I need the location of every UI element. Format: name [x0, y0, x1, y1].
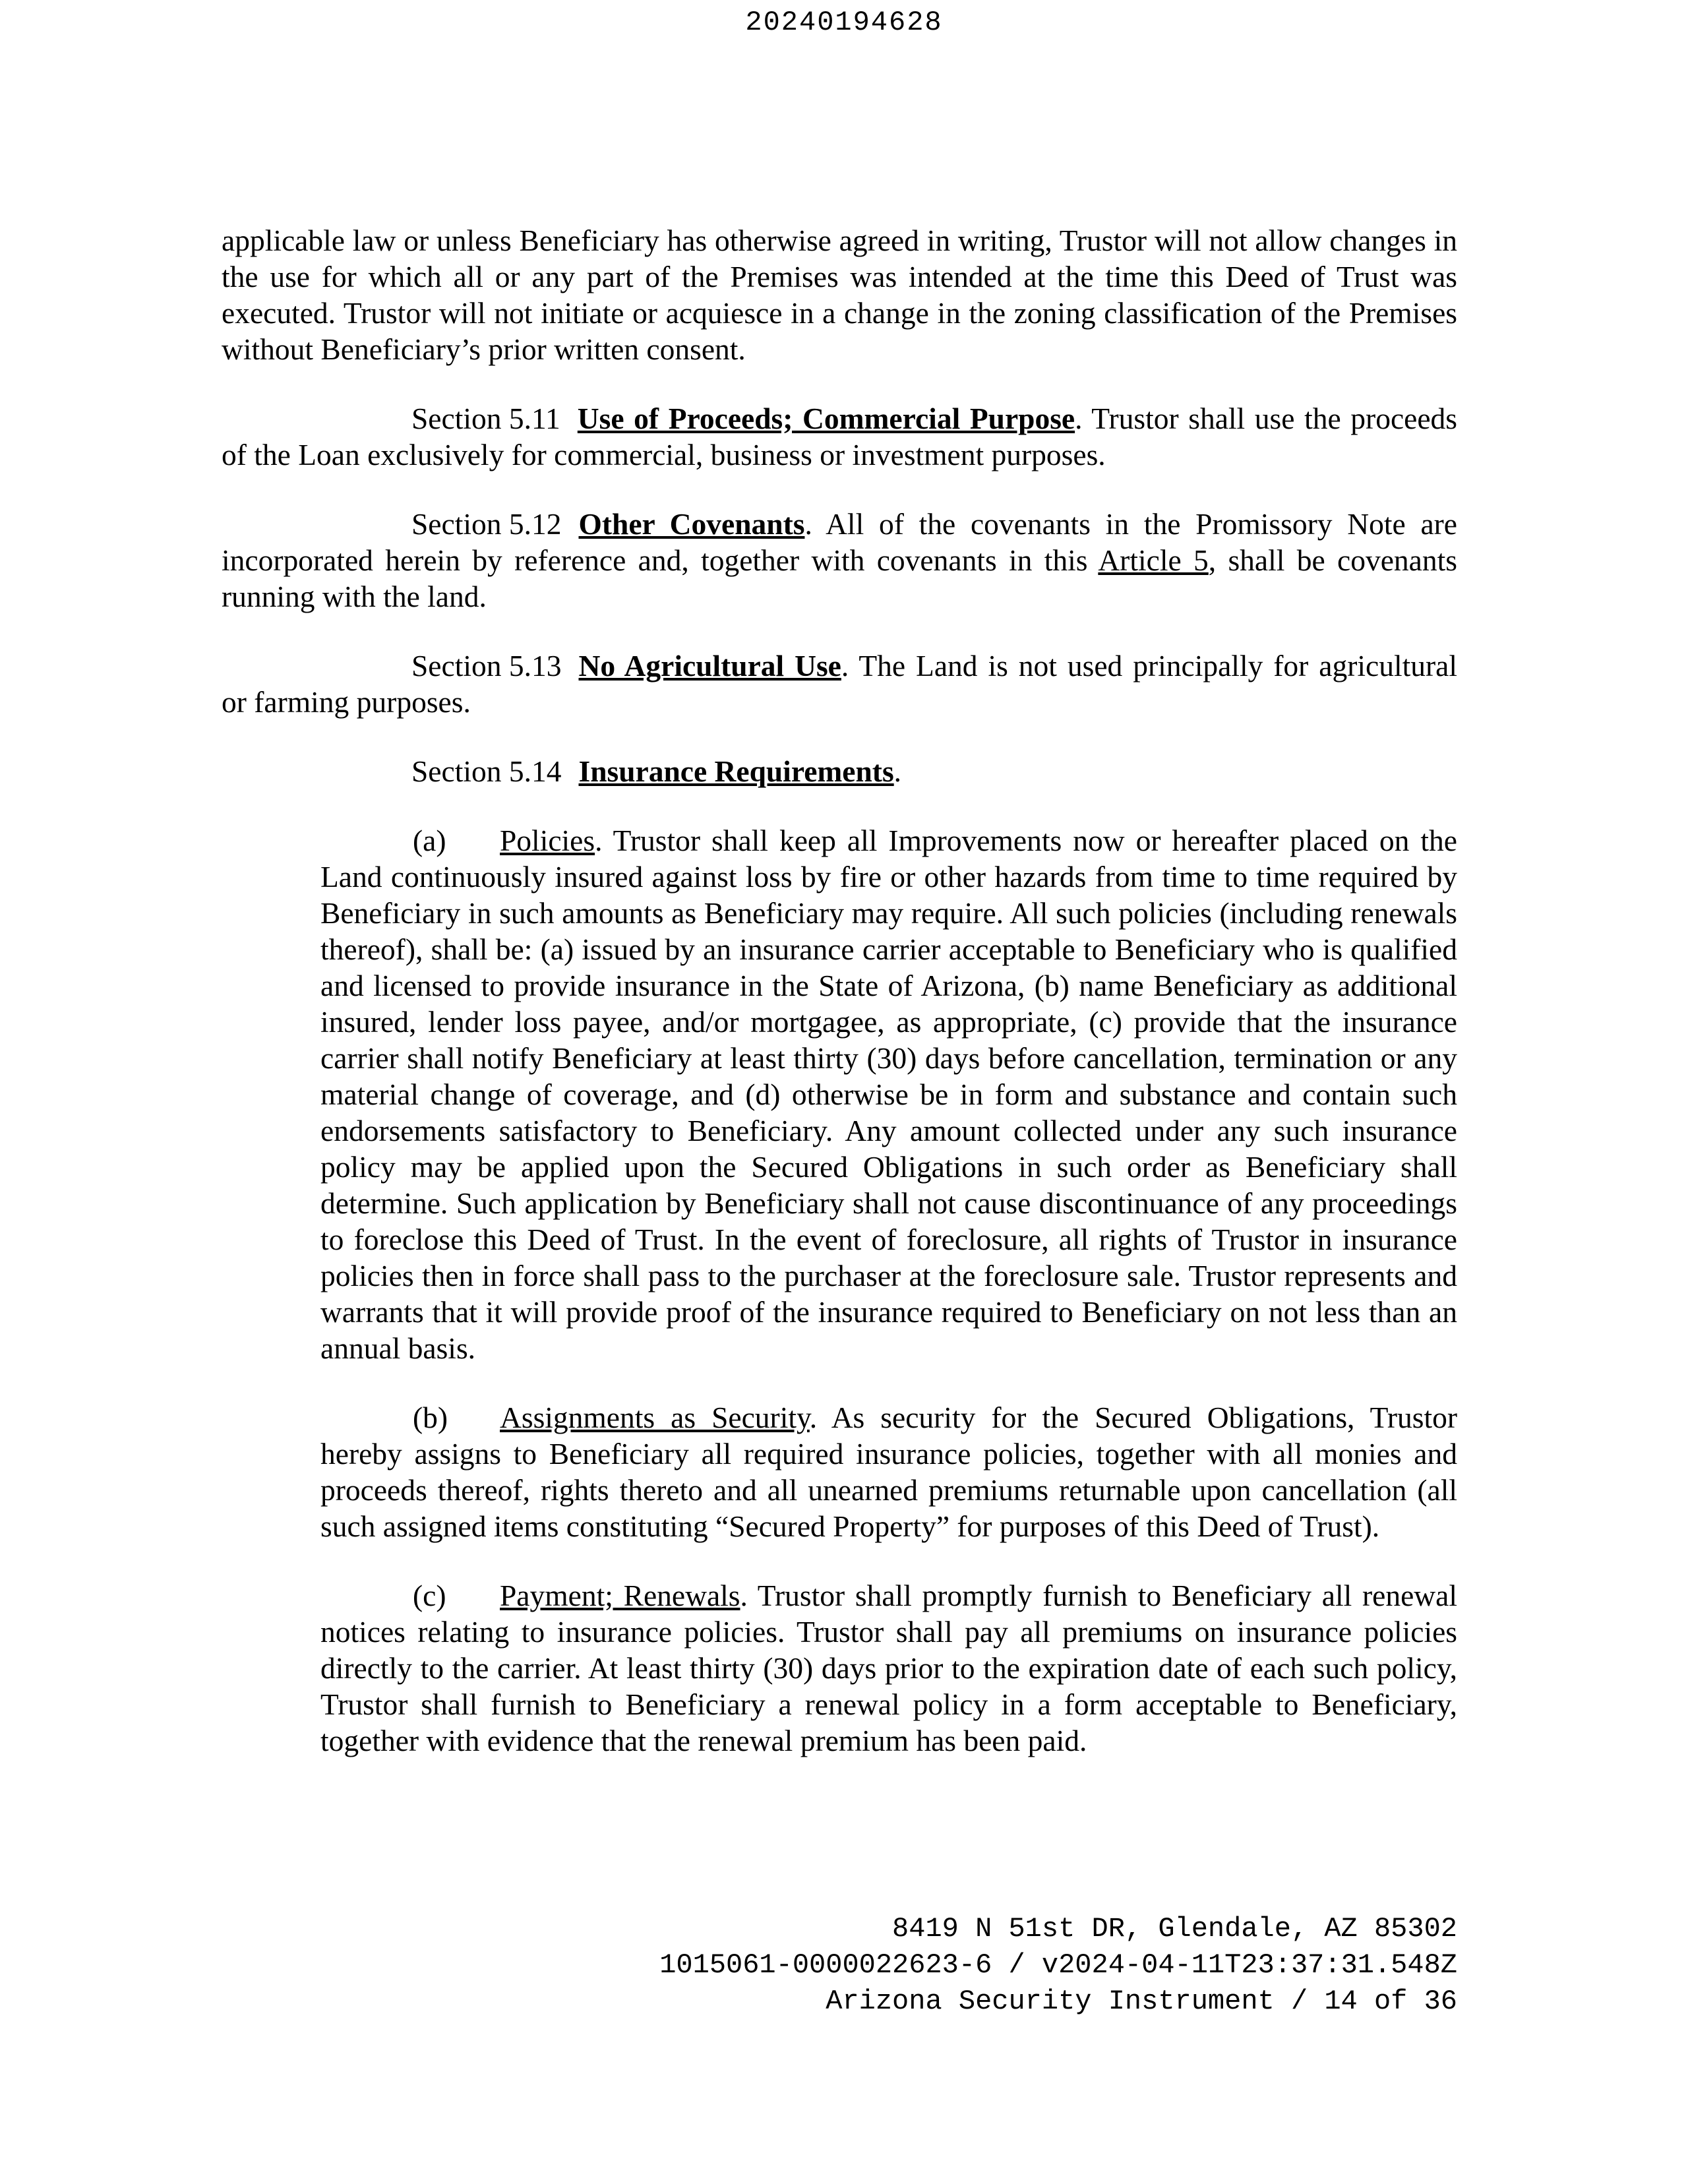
section-text: . Trustor shall use the proceeds of the Loan exclusively for commercial, business or investment purposes. — [222, 402, 1457, 471]
continuation-paragraph: applicable law or unless Beneficiary has otherwise agreed in writing, Trustor will not allow changes in the use for which all or any part of the Premises was intended at the time this Deed of Trust was executed. Trustor will not initiate or acquiesce in a change in the zoning classification of the Premises without Beneficiary’s prior written consent. — [222, 224, 1457, 366]
section-text: . The Land is not used principally for agricultural or farming purposes. — [222, 649, 1457, 719]
section-number: Section 5.13 — [411, 649, 562, 682]
section-number: Section 5.14 — [411, 754, 562, 788]
section-number: Section 5.11 — [411, 402, 560, 435]
section-5-11 — [222, 400, 1457, 473]
property-address: 8419 N 51st DR, Glendale, AZ 85302 — [892, 1913, 1457, 1945]
loan-identifier: 1015061-0000022623-6 / v2024-04-11T23:37:31.548Z — [659, 1949, 1457, 1981]
subsection-label: (a) — [413, 824, 446, 857]
section-text: , shall be covenants running with the land. — [222, 543, 1457, 613]
section-heading: No Agricultural Use — [578, 649, 841, 682]
section-5-12 — [222, 506, 1457, 615]
subsection-text: . Trustor shall keep all Improvements now or hereafter placed on the Land continuously insured against loss by fire or other hazards from time to time required by Beneficiary in such amounts as Beneficiary may require. All such policies (including renewals thereof), shall be: (a) issued by an insurance carrier acceptable to Beneficiary who is qualified and licensed to provide insurance in the State of Arizona, (b) name Beneficiary as additional insured, lender loss payee, and/or mortgagee, as appropriate, (c) provide that the insurance carrier shall notify Beneficiary at least thirty (30) days before cancellation, termination or any material change of coverage, and (d) otherwise be in form and substance and contain such endorsements satisfactory to Beneficiary. Any amount collected under any such insurance policy may be applied upon the Secured Obligations in such order as Beneficiary shall determine. Such application by Beneficiary shall not cause discontinuance of any proceedings to foreclose this Deed of Trust. In the event of foreclosure, all rights of Trustor in insurance policies then in force shall pass to the purchaser at the foreclosure sale. Trustor represents and warrants that it will provide proof of the insurance required to Beneficiary on not less than an annual basis. — [320, 824, 1457, 1365]
subsection-heading: Policies — [500, 824, 595, 857]
section-5-14 — [222, 753, 1457, 789]
document-body — [222, 222, 1457, 1792]
recording-number: 20240194628 — [745, 7, 943, 38]
subsection-text: . Trustor shall promptly furnish to Beneficiary all renewal notices relating to insurance policies. Trustor shall pay all premiums on insurance policies directly to the carrier. At least thirty (30) days prior to the expiration date of each such policy, Trustor shall furnish to Beneficiary a renewal policy in a form acceptable to Beneficiary, together with evidence that the renewal premium has been paid. — [320, 1579, 1457, 1757]
subsection-label: (b) — [413, 1401, 448, 1434]
section-number: Section 5.12 — [411, 507, 562, 541]
section-text: . All of the covenants in the Promissory Note are incorporated herein by reference and, together with covenants in this — [222, 507, 1457, 577]
subsection-c — [320, 1577, 1457, 1759]
subsection-text: . As security for the Secured Obligations, Trustor hereby assigns to Beneficiary all required insurance policies, together with all monies and proceeds thereof, rights thereto and all unearned premiums returnable upon cancellation (all such assigned items constituting “Secured Property” for purposes of this Deed of Trust). — [320, 1401, 1457, 1543]
section-heading: Insurance Requirements — [578, 754, 894, 788]
subsection-a — [320, 822, 1457, 1366]
document-page-number: Arizona Security Instrument / 14 of 36 — [826, 1986, 1457, 2017]
subsection-heading: Assignments as Security — [500, 1401, 810, 1434]
section-heading: Other Covenants — [578, 507, 805, 541]
subsection-label: (c) — [413, 1579, 446, 1612]
subsection-b — [320, 1399, 1457, 1544]
subsection-heading: Payment; Renewals — [500, 1579, 740, 1612]
section-5-13 — [222, 648, 1457, 720]
section-heading: Use of Proceeds; Commercial Purpose — [577, 402, 1075, 435]
page-footer — [659, 1911, 1457, 2020]
article-reference: Article 5 — [1098, 543, 1209, 577]
section-text: . — [893, 754, 902, 788]
